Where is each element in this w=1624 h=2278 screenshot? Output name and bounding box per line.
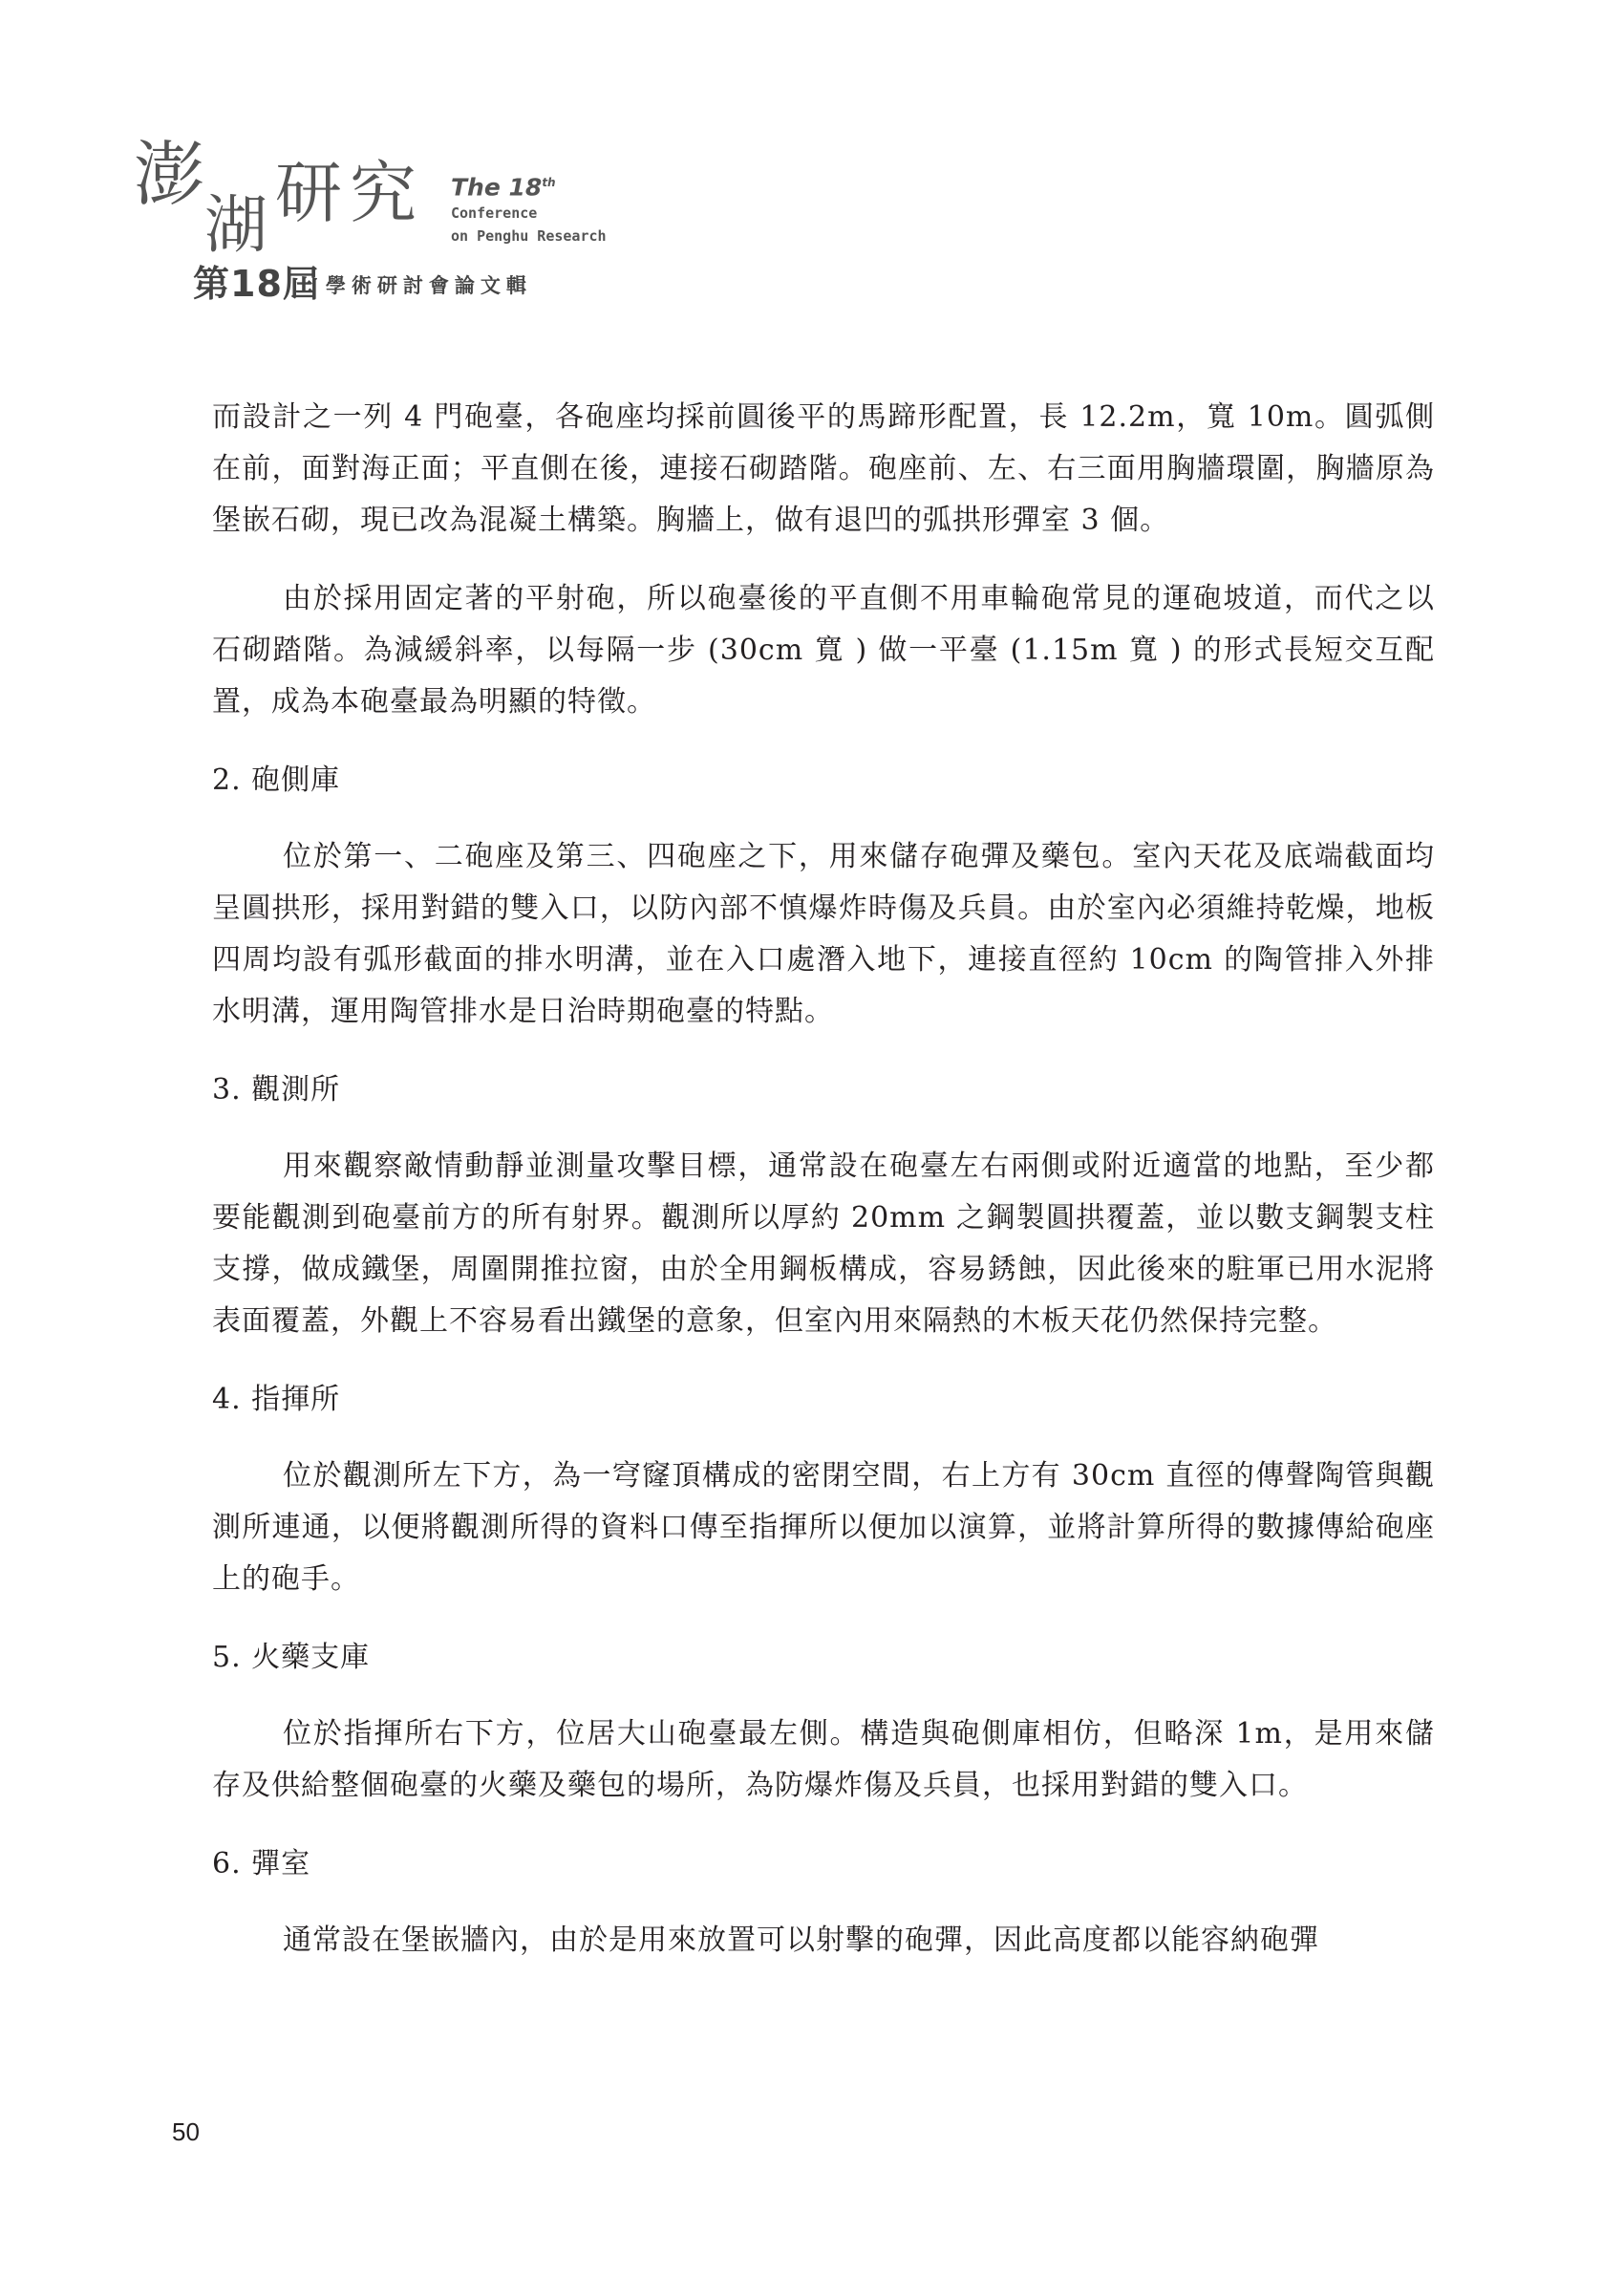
section-heading-powder-store: 5. 火藥支庫 <box>212 1641 371 1674</box>
logo-subtitle <box>193 254 532 307</box>
conference-logo <box>134 134 630 305</box>
paragraph-observation-post: 用來觀察敵情動靜並測量攻擊目標，通常設在砲臺左右兩側或附近適當的地點，至少都要能觀測到砲臺前方的所有射界。觀測所以厚約 20mm 之鋼製圓拱覆蓋，並以數支鋼製支柱支撐，做成鐵堡，周圍開推拉窗，由於全用鋼板構成，容易銹蝕，因此後來的駐軍已用水泥將表面覆蓋，外觀上不容易看出鐵堡的意象，但室內用來隔熱的木板天花仍然保持完整。 <box>212 1150 1435 1338</box>
logo-english <box>451 168 607 247</box>
logo-edition: 第18屆 <box>193 263 320 305</box>
logo-subtitle-text: 學術研討會論文輯 <box>325 274 532 297</box>
page-number: 50 <box>172 2117 200 2146</box>
paragraph-command-post: 位於觀測所左下方，為一穹窿頂構成的密閉空間，右上方有 30cm 直徑的傳聲陶管與觀測所連通，以便將觀測所得的資料口傳至指揮所以便加以演算，並將計算所得的數據傳給砲座上的砲手。 <box>212 1459 1435 1596</box>
logo-char-4: 究 <box>350 154 417 232</box>
section-heading-shell-room: 6. 彈室 <box>212 1847 311 1880</box>
section-heading-ammo-store: 2. 砲側庫 <box>212 763 341 797</box>
paragraph-powder-store: 位於指揮所右下方，位居大山砲臺最左側。構造與砲側庫相仿，但略深 1m，是用來儲存及供給整個砲臺的火藥及藥包的場所，為防爆炸傷及兵員，也採用對錯的雙入口。 <box>212 1717 1435 1802</box>
logo-char-3: 研 <box>275 154 342 232</box>
logo-en-line1: The 18th <box>451 173 556 202</box>
section-heading-observation-post: 3. 觀測所 <box>212 1073 341 1107</box>
page-content <box>212 392 1435 1993</box>
section-heading-command-post: 4. 指揮所 <box>212 1383 341 1416</box>
paragraph-steps: 由於採用固定著的平射砲，所以砲臺後的平直側不用車輪砲常見的運砲坡道，而代之以石砌踏階。為減緩斜率，以每隔一步 (30cm 寬 ) 做一平臺 (1.15m 寬 ) 的形式長短交互配置，成為本砲臺最為明顯的特徵。 <box>212 582 1435 719</box>
logo-char-1: 澎 <box>134 134 204 216</box>
logo-en-line3: on Penghu Research <box>451 227 607 246</box>
logo-char-2: 湖 <box>204 188 267 262</box>
logo-en-line2: Conference <box>451 204 538 223</box>
paragraph-battery: 而設計之一列 4 門砲臺，各砲座均採前圓後平的馬蹄形配置，長 12.2m，寬 10m。圓弧側在前，面對海正面；平直側在後，連接石砌踏階。砲座前、左、右三面用胸牆環圍，胸牆原為堡嵌石砌，現已改為混凝土構築。胸牆上，做有退凹的弧拱形彈室 3 個。 <box>212 400 1435 537</box>
paragraph-ammo-store: 位於第一、二砲座及第三、四砲座之下，用來儲存砲彈及藥包。室內天花及底端截面均呈圓拱形，採用對錯的雙入口，以防內部不慎爆炸時傷及兵員。由於室內必須維持乾燥，地板四周均設有弧形截面的排水明溝，並在入口處潛入地下，連接直徑約 10cm 的陶管排入外排水明溝，運用陶管排水是日治時期砲臺的特點。 <box>212 840 1435 1028</box>
paragraph-shell-room: 通常設在堡嵌牆內，由於是用來放置可以射擊的砲彈，因此高度都以能容納砲彈 <box>283 1923 1319 1957</box>
